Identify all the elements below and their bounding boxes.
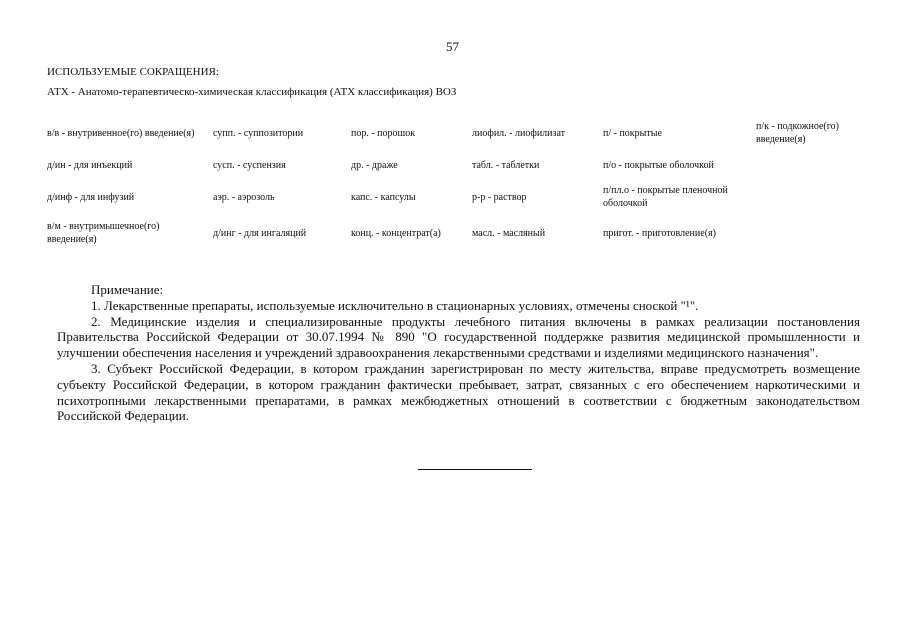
abbreviation-cell: сусп. - суспензия <box>213 159 286 171</box>
abbreviation-cell: аэр. - аэрозоль <box>213 191 275 203</box>
abbreviation-cell: пор. - порошок <box>351 127 416 139</box>
end-divider <box>418 469 532 470</box>
note-item: 3. Субъект Российской Федерации, в котором гражданин зарегистрирован по месту жительства, вправе предусмотреть возмещение субъекту Российской Федерации, в котором гражданин фактически пребывает, затрат, связанных с его обеспечением наркотическими и психотропными лекарственными препаратами, в рамках межбюджетных отношений в соответствии с бюджетным законодательством Российской Федерации. <box>57 360 860 424</box>
abbreviations-row <box>47 115 867 151</box>
note-item: 1. Лекарственные препараты, используемые исключительно в стационарных условиях, отмечены сноской "¹". <box>91 297 699 313</box>
abbreviation-cell: п/к - подкожное(го) введение(я) <box>756 121 839 145</box>
page-number: 57 <box>446 39 459 54</box>
abbreviation-cell: супп. - суппозитории <box>213 127 304 139</box>
abbreviation-cell: п/о - покрытые оболочкой <box>603 159 714 171</box>
abbreviations-row <box>47 151 867 179</box>
abbreviation-cell: капс. - капсулы <box>351 191 416 203</box>
abbreviation-cell: р-р - раствор <box>472 191 527 203</box>
abbreviation-cell: д/инг - для ингаляций <box>213 227 307 239</box>
abbreviation-cell: конц. - концентрат(а) <box>351 227 441 239</box>
abbreviation-cell: д/ин - для инъекций <box>47 159 133 171</box>
atc-definition: АТХ - Анатомо-терапевтическо-химическая классификация (АТХ классификация) ВОЗ <box>47 86 457 98</box>
abbreviation-cell: д/инф - для инфузий <box>47 191 135 203</box>
abbreviation-cell: п/пл.о - покрытые пленочной оболочкой <box>603 185 728 209</box>
abbreviation-cell <box>756 179 871 215</box>
abbreviation-cell: в/в - внутривенное(го) введение(я) <box>47 127 195 139</box>
abbreviations-row <box>47 179 867 215</box>
abbreviation-cell <box>756 215 871 251</box>
abbreviation-cell: в/м - внутримышечное(го) введение(я) <box>47 221 160 245</box>
abbreviation-cell: пригот. - приготовление(я) <box>603 227 716 239</box>
abbreviations-title: ИСПОЛЬЗУЕМЫЕ СОКРАЩЕНИЯ: <box>47 66 219 78</box>
abbreviation-cell: лиофил. - лиофилизат <box>472 127 566 139</box>
abbreviation-cell <box>756 151 871 179</box>
abbreviation-cell: п/ - покрытые <box>603 127 662 139</box>
abbreviation-cell: масл. - масляный <box>472 227 546 239</box>
abbreviation-cell: табл. - таблетки <box>472 159 540 171</box>
note-title: Примечание: <box>91 282 164 297</box>
note-block <box>57 282 860 424</box>
abbreviations-row <box>47 215 867 251</box>
note-item: 2. Медицинские изделия и специализированные продукты лечебного питания включены в рамках реализации постановления Правительства Российской Федерации от 30.07.1994 № 890 "О государственной поддержке развития медицинской промышленности и улучшении обеспечения населения и учреждений здравоохранения лекарственными средствами и изделиями медицинского назначения". <box>57 313 860 361</box>
abbreviation-cell: др. - драже <box>351 159 398 171</box>
abbreviations-table <box>47 115 867 251</box>
